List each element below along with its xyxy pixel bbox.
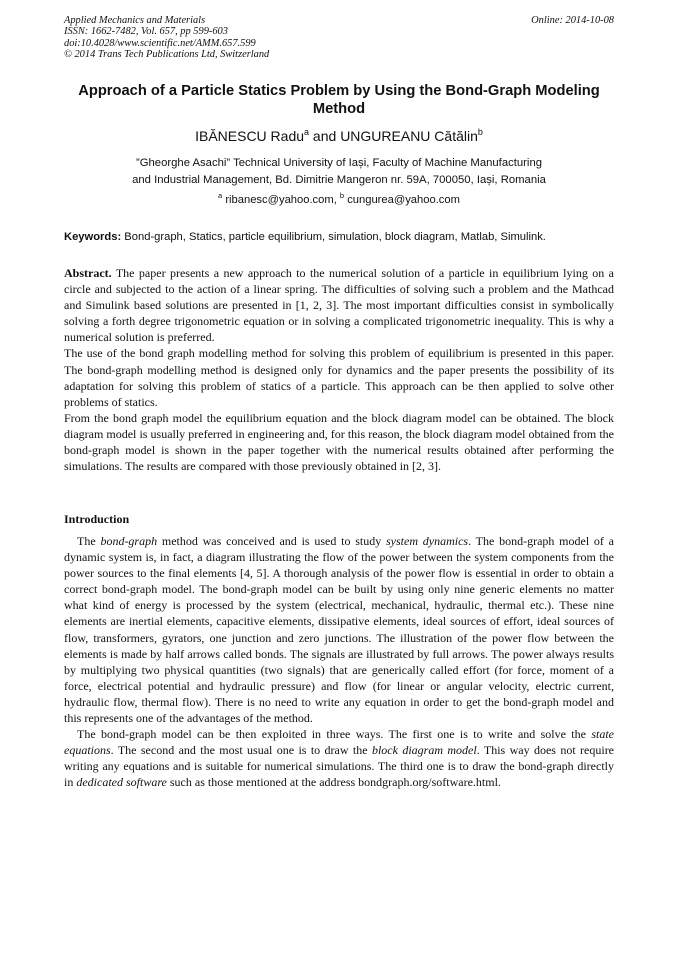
intro-p2-text-d: such as those mentioned at the address bondgraph.org/software.html. — [166, 775, 501, 790]
intro-p2-emphasis-3: dedicated software — [76, 775, 167, 790]
intro-p1-emphasis-2: system dynamics — [386, 534, 469, 548]
affiliation — [60, 155, 618, 189]
intro-p2-emphasis-2: block diagram model — [371, 743, 477, 758]
online-date: Online: 2014-10-08 — [531, 15, 614, 26]
journal-name: Applied Mechanics and Materials — [64, 15, 206, 26]
abstract-paragraph-3: From the bond graph model the equilibrium equation and the block diagram model can be obtained. The block diagram model is usually preferred in engineering and, for this reason, the block diagram model obtained from the bond-graph model is shown in the paper together with the numerical results obtained after performing the simulations. The results are compared with those previously obtained in [2, 3]. — [64, 410, 614, 474]
intro-p1-text-a: The — [77, 534, 101, 548]
email-a[interactable]: ribanesc@yahoo.com, — [222, 194, 340, 206]
author-2-superscript: b — [477, 127, 483, 137]
copyright-line: © 2014 Trans Tech Publications Ltd, Switzerland — [64, 48, 270, 60]
author-conjunction: and — [309, 128, 341, 144]
affiliation-line-2: and Industrial Management, Bd. Dimitrie Mangeron nr. 59A, 700050, Iași, Romania — [132, 174, 546, 186]
email-b-superscript: b — [339, 191, 345, 200]
intro-p2-emphasis-1: state equations — [64, 727, 614, 758]
abstract-label: Abstract. — [64, 266, 112, 280]
author-1-superscript: a — [304, 127, 310, 137]
intro-p1-emphasis-1: bond-graph — [100, 534, 158, 548]
intro-p2-text-a: The bond-graph model can be then exploited in three ways. The first one is to write and solve the — [77, 727, 592, 742]
keywords-text: Bond-graph, Statics, particle equilibrium, simulation, block diagram, Matlab, Simulink. — [121, 231, 546, 243]
introduction-paragraph-1 — [64, 533, 614, 726]
abstract-text-1: The paper presents a new approach to the numerical solution of a particle in equilibrium lying on a circle and subjected to the action of a linear spring. The difficulties of solving such a problem and the Mathcad and Simulink based solutions are presented in [1, 2, 3]. The most important difficulties consist in symbolically solving a forth degree trigonometric equation or in solving a complicated trigonometric inequality. This is why a numerical solution is preferred. — [64, 266, 614, 345]
keywords-label: Keywords: — [64, 231, 122, 243]
abstract-section — [64, 265, 614, 474]
intro-p2-text-b: . The second and the most usual one is to draw the — [110, 743, 372, 758]
author-2: UNGUREANU Cătălin — [340, 128, 478, 144]
email-b[interactable]: cungurea@yahoo.com — [344, 194, 460, 206]
introduction-paragraph-2 — [64, 726, 614, 790]
email-a-superscript: a — [218, 191, 223, 200]
journal-header — [64, 15, 269, 60]
intro-p1-text-b: method was conceived and is used to study — [157, 534, 386, 548]
abstract-paragraph-2: The use of the bond graph modelling method for solving this problem of equilibrium is presented in this paper. The bond-graph modelling method is designed only for dynamics and the paper presents the possibility of its adaptation for solving this problem of statics of a particle. This approach can be then applied to solve other problems of statics. — [64, 346, 614, 409]
introduction-section — [64, 533, 614, 791]
paper-title: Approach of a Particle Statics Problem by Using the Bond-Graph Modeling Method — [78, 83, 600, 117]
intro-p1-text-c: . The bond-graph model of a dynamic system is, in fact, a diagram illustrating the flow of the power between the system components from the power sources to the final elements [4, 5]. A thorough analysis of the power flow is essential in order to obtain a correct bond-graph model. The bond-graph model can be built by using only nine generic elements no matter what kind of energy is processed by the system (electrical, mechanical, hydraulic, thermal etc.). These nine elements are inertial elements, capacitive elements, dissipative elements, ideal sources of effort, ideal sources of flow, transformers, gyrators, one junction and zero junctions. The illustration of the power flow between the elements is made by half arrows called bonds. The signals are illustrated by full arrows. The power always results by multiplying two physical quantities (two signals) that are generically called effort (for force, moment of a force, electrical potential and hydraulic pressure) and flow (for linear or angular velocity, electric current, hydraulic flow, thermal flow). There is no need to write any equation in order to get the bond-graph model and this represents one of the advantages of the method. — [64, 534, 615, 726]
doi-line: doi:10.4028/www.scientific.net/AMM.657.599 — [64, 37, 256, 49]
affiliation-line-1: ”Gheorghe Asachi” Technical University of Iași, Faculty of Machine Manufacturing — [135, 157, 543, 169]
intro-p2-text-c: . This way does not require writing any equations and is suitable for numerical simulations. The third one is to draw the bond-graph directly in — [64, 743, 615, 790]
abstract-paragraph-1 — [64, 265, 614, 345]
author-emails — [60, 193, 618, 207]
introduction-heading: Introduction — [64, 512, 130, 526]
author-line — [60, 128, 618, 144]
keywords — [64, 230, 616, 244]
issn-line: ISSN: 1662-7482, Vol. 657, pp 599-603 — [64, 26, 228, 38]
author-1: IBĂNESCU Radu — [195, 128, 305, 144]
